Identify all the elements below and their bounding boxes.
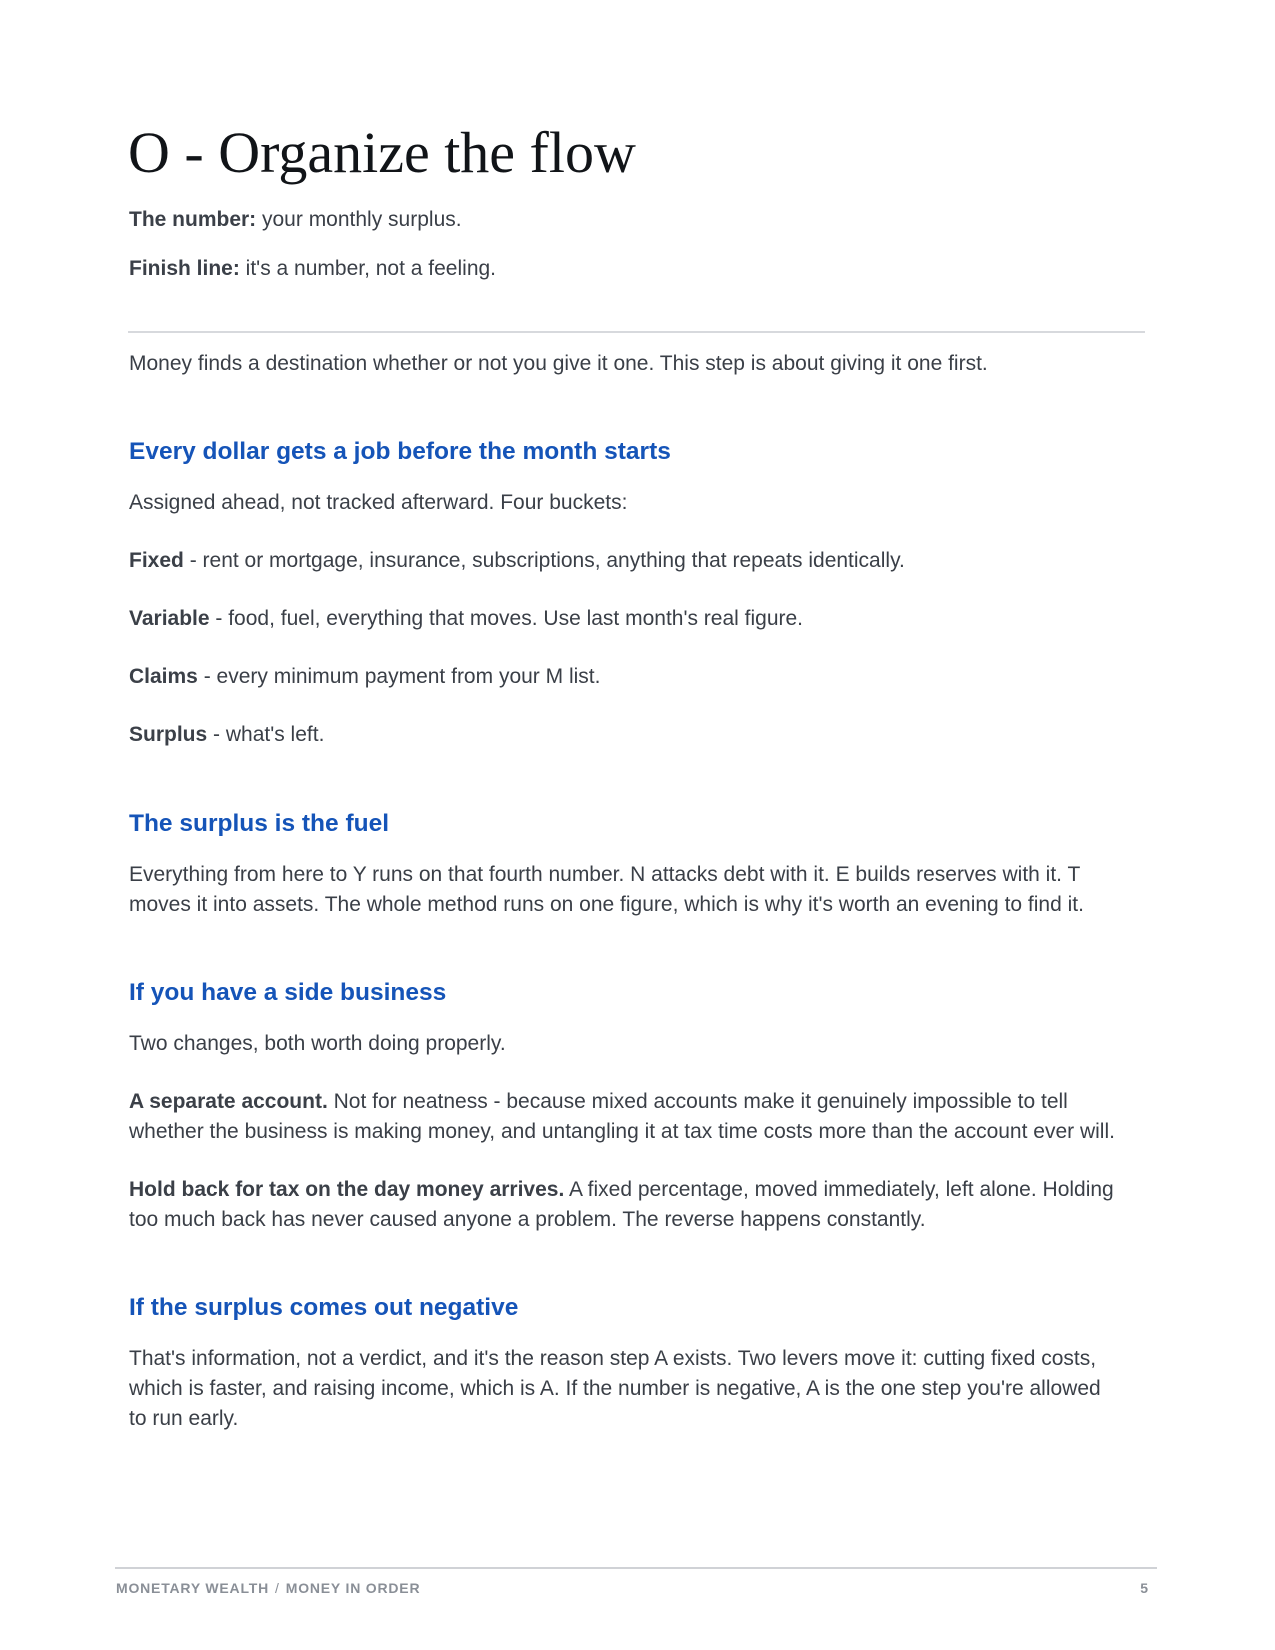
footer-separator: / [275, 1580, 280, 1596]
paragraph-line: which is faster, and raising income, which is A. If the number is negative, A is the one step you're allowed [129, 1377, 1101, 1400]
page-number: 5 [1140, 1580, 1148, 1596]
footer-divider [115, 1567, 1157, 1569]
bucket-variable [129, 603, 1149, 635]
side-business-lead: Two changes, both worth doing properly. [129, 1032, 506, 1055]
paragraph-line: moves it into assets. The whole method runs on one figure, which is why it's worth an evening to find it. [129, 893, 1084, 916]
section-heading-negative-surplus: If the surplus comes out negative [129, 1294, 519, 1321]
number-text: your monthly surplus. [256, 208, 462, 231]
section-heading-every-dollar: Every dollar gets a job before the month starts [129, 438, 671, 465]
paragraph-line: That's information, not a verdict, and it's the reason step A exists. Two levers move it: cutting fixed costs, [129, 1347, 1097, 1370]
item-label: Hold back for tax on the day money arrives. [129, 1178, 565, 1201]
bucket-label: Claims [129, 665, 198, 688]
bucket-fixed [129, 545, 1149, 577]
separate-account-item [129, 1086, 1149, 1118]
footer-book-title: MONETARY WEALTH [116, 1580, 270, 1596]
finish-text: it's a number, not a feeling. [239, 257, 497, 280]
intro-paragraph: Money finds a destination whether or not you give it one. This step is about giving it one first. [129, 352, 988, 375]
bucket-label: Surplus [129, 723, 208, 746]
bucket-claims [129, 661, 1149, 693]
number-label: The number: [129, 208, 257, 231]
bucket-text: - what's left. [207, 723, 325, 746]
buckets-lead: Assigned ahead, not tracked afterward. Four buckets: [129, 491, 628, 514]
bucket-text: - food, fuel, everything that moves. Use last month's real figure. [209, 607, 804, 630]
bucket-text: - rent or mortgage, insurance, subscriptions, anything that repeats identically. [183, 549, 905, 572]
bucket-label: Variable [129, 607, 210, 630]
item-label: A separate account. [129, 1090, 328, 1113]
bucket-label: Fixed [129, 549, 184, 572]
item-text: Not for neatness - because mixed accounts make it genuinely impossible to tell [327, 1090, 1068, 1113]
item-text: A fixed percentage, moved immediately, left alone. Holding [564, 1178, 1114, 1201]
page-title: O - Organize the flow [128, 120, 636, 185]
paragraph-line: whether the business is making money, and untangling it at tax time costs more than the account ever will. [129, 1120, 1115, 1143]
section-heading-side-business: If you have a side business [129, 979, 447, 1006]
section-divider [128, 331, 1145, 333]
paragraph-line: too much back has never caused anyone a problem. The reverse happens constantly. [129, 1208, 926, 1231]
paragraph-line: to run early. [129, 1407, 239, 1430]
summary-number [129, 204, 1149, 236]
section-heading-surplus-fuel: The surplus is the fuel [129, 810, 390, 837]
footer-breadcrumb [116, 1579, 420, 1597]
paragraph-line: Everything from here to Y runs on that fourth number. N attacks debt with it. E builds reserves with it. T [129, 863, 1081, 886]
finish-label: Finish line: [129, 257, 240, 280]
footer-chapter-title: MONEY IN ORDER [285, 1580, 421, 1596]
summary-finish-line [129, 253, 1149, 285]
bucket-text: - every minimum payment from your M list. [197, 665, 601, 688]
hold-back-tax-item [129, 1174, 1149, 1206]
bucket-surplus [129, 719, 1149, 751]
